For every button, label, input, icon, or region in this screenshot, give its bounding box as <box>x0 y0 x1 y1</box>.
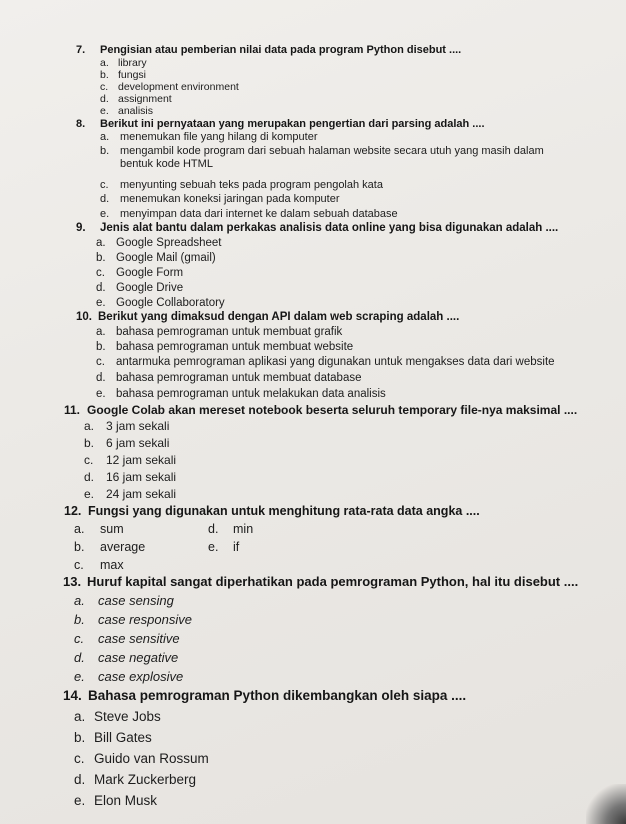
question-text: Jenis alat bantu dalam perkakas analisis data online yang bisa digunakan adalah .... <box>100 222 559 234</box>
option-letter: e. <box>74 793 86 808</box>
option-letter: b. <box>100 145 110 157</box>
option-text: case responsive <box>98 612 192 627</box>
option-9e <box>96 297 225 309</box>
option-10d <box>96 372 362 384</box>
option-8c <box>100 179 383 191</box>
option-text: Guido van Rossum <box>94 751 209 766</box>
question-text: Berikut ini pernyataan yang merupakan pengertian dari parsing adalah .... <box>100 118 485 130</box>
option-8b <box>100 145 544 157</box>
option-text: 12 jam sekali <box>106 453 177 467</box>
option-11e <box>84 487 176 501</box>
option-letter: c. <box>74 631 85 646</box>
option-text: assignment <box>118 93 172 105</box>
option-text: menemukan koneksi jaringan pada komputer <box>120 193 340 205</box>
question-number: 7. <box>76 44 86 56</box>
option-13e <box>74 669 183 684</box>
option-8d <box>100 193 340 205</box>
option-text: bahasa pemrograman untuk melakukan data analisis <box>116 388 386 400</box>
option-10a <box>96 326 342 338</box>
option-letter: c. <box>100 179 109 191</box>
option-letter: c. <box>74 751 85 766</box>
option-letter: a. <box>84 419 95 433</box>
option-text: if <box>233 540 240 554</box>
option-letter: c. <box>96 267 105 279</box>
question-number: 13. <box>63 574 82 589</box>
option-text: case sensing <box>98 593 174 608</box>
option-text: mengambil kode program dari sebuah halaman website secara utuh yang masih dalam <box>120 145 544 157</box>
option-text: 16 jam sekali <box>106 470 177 484</box>
option-text: development environment <box>118 81 239 93</box>
option-text: menemukan file yang hilang di komputer <box>120 131 318 143</box>
option-9d <box>96 282 183 294</box>
question-number: 10. <box>76 311 92 323</box>
option-letter: b. <box>84 436 95 450</box>
option-13d <box>74 650 178 665</box>
option-12c <box>74 558 124 572</box>
option-text: sum <box>100 522 124 536</box>
question-12 <box>64 504 480 518</box>
option-text-continued: bentuk kode HTML <box>120 158 213 170</box>
option-text: 6 jam sekali <box>106 436 170 450</box>
option-letter: c. <box>100 81 109 93</box>
option-14b <box>74 730 152 745</box>
option-14c <box>74 751 209 766</box>
option-letter: d. <box>208 522 219 536</box>
option-letter: a. <box>100 57 109 69</box>
option-letter: e. <box>96 297 106 309</box>
option-8a <box>100 131 318 143</box>
option-letter: a. <box>96 326 106 338</box>
question-number: 11. <box>64 403 81 417</box>
option-text: analisis <box>118 105 154 117</box>
option-12e <box>208 540 239 554</box>
option-7d <box>100 93 172 105</box>
option-letter: d. <box>96 372 106 384</box>
option-letter: d. <box>74 772 86 787</box>
option-9c <box>96 267 183 279</box>
option-letter: a. <box>74 709 86 724</box>
option-10c <box>96 356 555 368</box>
option-text: menyunting sebuah teks pada program pengolah kata <box>120 179 383 191</box>
option-7b <box>100 69 146 81</box>
option-letter: d. <box>100 93 109 105</box>
option-12b <box>74 540 145 554</box>
option-letter: e. <box>100 105 109 117</box>
option-letter: d. <box>74 650 85 665</box>
option-text: average <box>100 540 146 554</box>
option-14a <box>74 709 161 724</box>
option-14e <box>74 793 157 808</box>
option-text: library <box>118 57 147 69</box>
option-text: bahasa pemrograman untuk membuat grafik <box>116 326 343 338</box>
question-10 <box>76 311 459 323</box>
option-letter: e. <box>96 388 106 400</box>
option-text: case negative <box>98 650 179 665</box>
option-letter: d. <box>100 193 110 205</box>
question-9 <box>76 222 558 234</box>
option-letter: c. <box>84 453 94 467</box>
option-letter: e. <box>208 540 219 554</box>
question-11 <box>64 403 577 417</box>
option-9a <box>96 237 222 249</box>
option-letter: d. <box>96 282 106 294</box>
option-letter: a. <box>96 237 106 249</box>
option-text: min <box>233 522 254 536</box>
option-letter: b. <box>74 612 85 627</box>
option-letter: a. <box>74 522 85 536</box>
option-14d <box>74 772 196 787</box>
option-13a <box>74 593 174 608</box>
option-letter: c. <box>96 356 105 368</box>
option-10e <box>96 388 386 400</box>
option-text: Mark Zuckerberg <box>94 772 197 787</box>
option-text: Google Spreadsheet <box>116 237 222 249</box>
option-11c <box>84 453 176 467</box>
option-13b <box>74 612 192 627</box>
option-12d <box>208 522 253 536</box>
option-text: fungsi <box>118 69 147 81</box>
question-8 <box>76 118 485 130</box>
option-letter: e. <box>100 208 110 220</box>
option-letter: c. <box>74 558 84 572</box>
question-13 <box>63 574 578 589</box>
option-letter: b. <box>100 69 109 81</box>
question-text: Google Colab akan mereset notebook beserta seluruh temporary file-nya maksimal .... <box>87 403 578 417</box>
option-letter: b. <box>74 540 85 554</box>
option-text: Elon Musk <box>94 793 158 808</box>
question-text: Bahasa pemrograman Python dikembangkan oleh siapa .... <box>88 688 467 703</box>
question-text: Berikut yang dimaksud dengan API dalam web scraping adalah .... <box>98 311 460 323</box>
option-text: Google Mail (gmail) <box>116 252 216 264</box>
option-10b <box>96 341 353 353</box>
corner-shadow <box>586 784 626 824</box>
question-number: 9. <box>76 222 86 234</box>
option-letter: b. <box>74 730 86 745</box>
option-letter: b. <box>96 341 106 353</box>
question-text: Fungsi yang digunakan untuk menghitung rata-rata data angka .... <box>88 504 480 518</box>
option-text: menyimpan data dari internet ke dalam sebuah database <box>120 208 398 220</box>
option-11a <box>84 419 169 433</box>
question-number: 8. <box>76 118 86 130</box>
option-text: Bill Gates <box>94 730 152 745</box>
option-letter: a. <box>74 593 85 608</box>
option-text: bahasa pemrograman untuk membuat database <box>116 372 362 384</box>
option-letter: e. <box>74 669 85 684</box>
option-letter: e. <box>84 487 95 501</box>
option-text: antarmuka pemrograman aplikasi yang digunakan untuk mengakses data dari website <box>116 356 555 368</box>
option-12a <box>74 522 124 536</box>
question-text: Pengisian atau pemberian nilai data pada program Python disebut .... <box>100 44 462 56</box>
option-8e <box>100 208 398 220</box>
question-number: 14. <box>63 688 82 703</box>
option-letter: d. <box>84 470 95 484</box>
option-7e <box>100 105 153 117</box>
question-14 <box>63 688 466 703</box>
option-letter: a. <box>100 131 110 143</box>
option-9b <box>96 252 216 264</box>
option-text: Google Drive <box>116 282 184 294</box>
option-8b-cont <box>120 158 213 170</box>
option-text: Steve Jobs <box>94 709 161 724</box>
option-text: case sensitive <box>98 631 180 646</box>
option-text: Google Form <box>116 267 184 279</box>
option-7a <box>100 57 147 69</box>
option-11d <box>84 470 176 484</box>
option-7c <box>100 81 239 93</box>
option-text: 3 jam sekali <box>106 419 170 433</box>
question-7 <box>76 44 461 56</box>
option-13c <box>74 631 180 646</box>
question-text: Huruf kapital sangat diperhatikan pada pemrograman Python, hal itu disebut .... <box>87 574 579 589</box>
option-text: Google Collaboratory <box>116 297 225 309</box>
question-number: 12. <box>64 504 82 518</box>
option-text: max <box>100 558 124 572</box>
option-text: bahasa pemrograman untuk membuat website <box>116 341 354 353</box>
option-letter: b. <box>96 252 106 264</box>
option-text: case explosive <box>98 669 184 684</box>
option-text: 24 jam sekali <box>106 487 177 501</box>
option-11b <box>84 436 169 450</box>
